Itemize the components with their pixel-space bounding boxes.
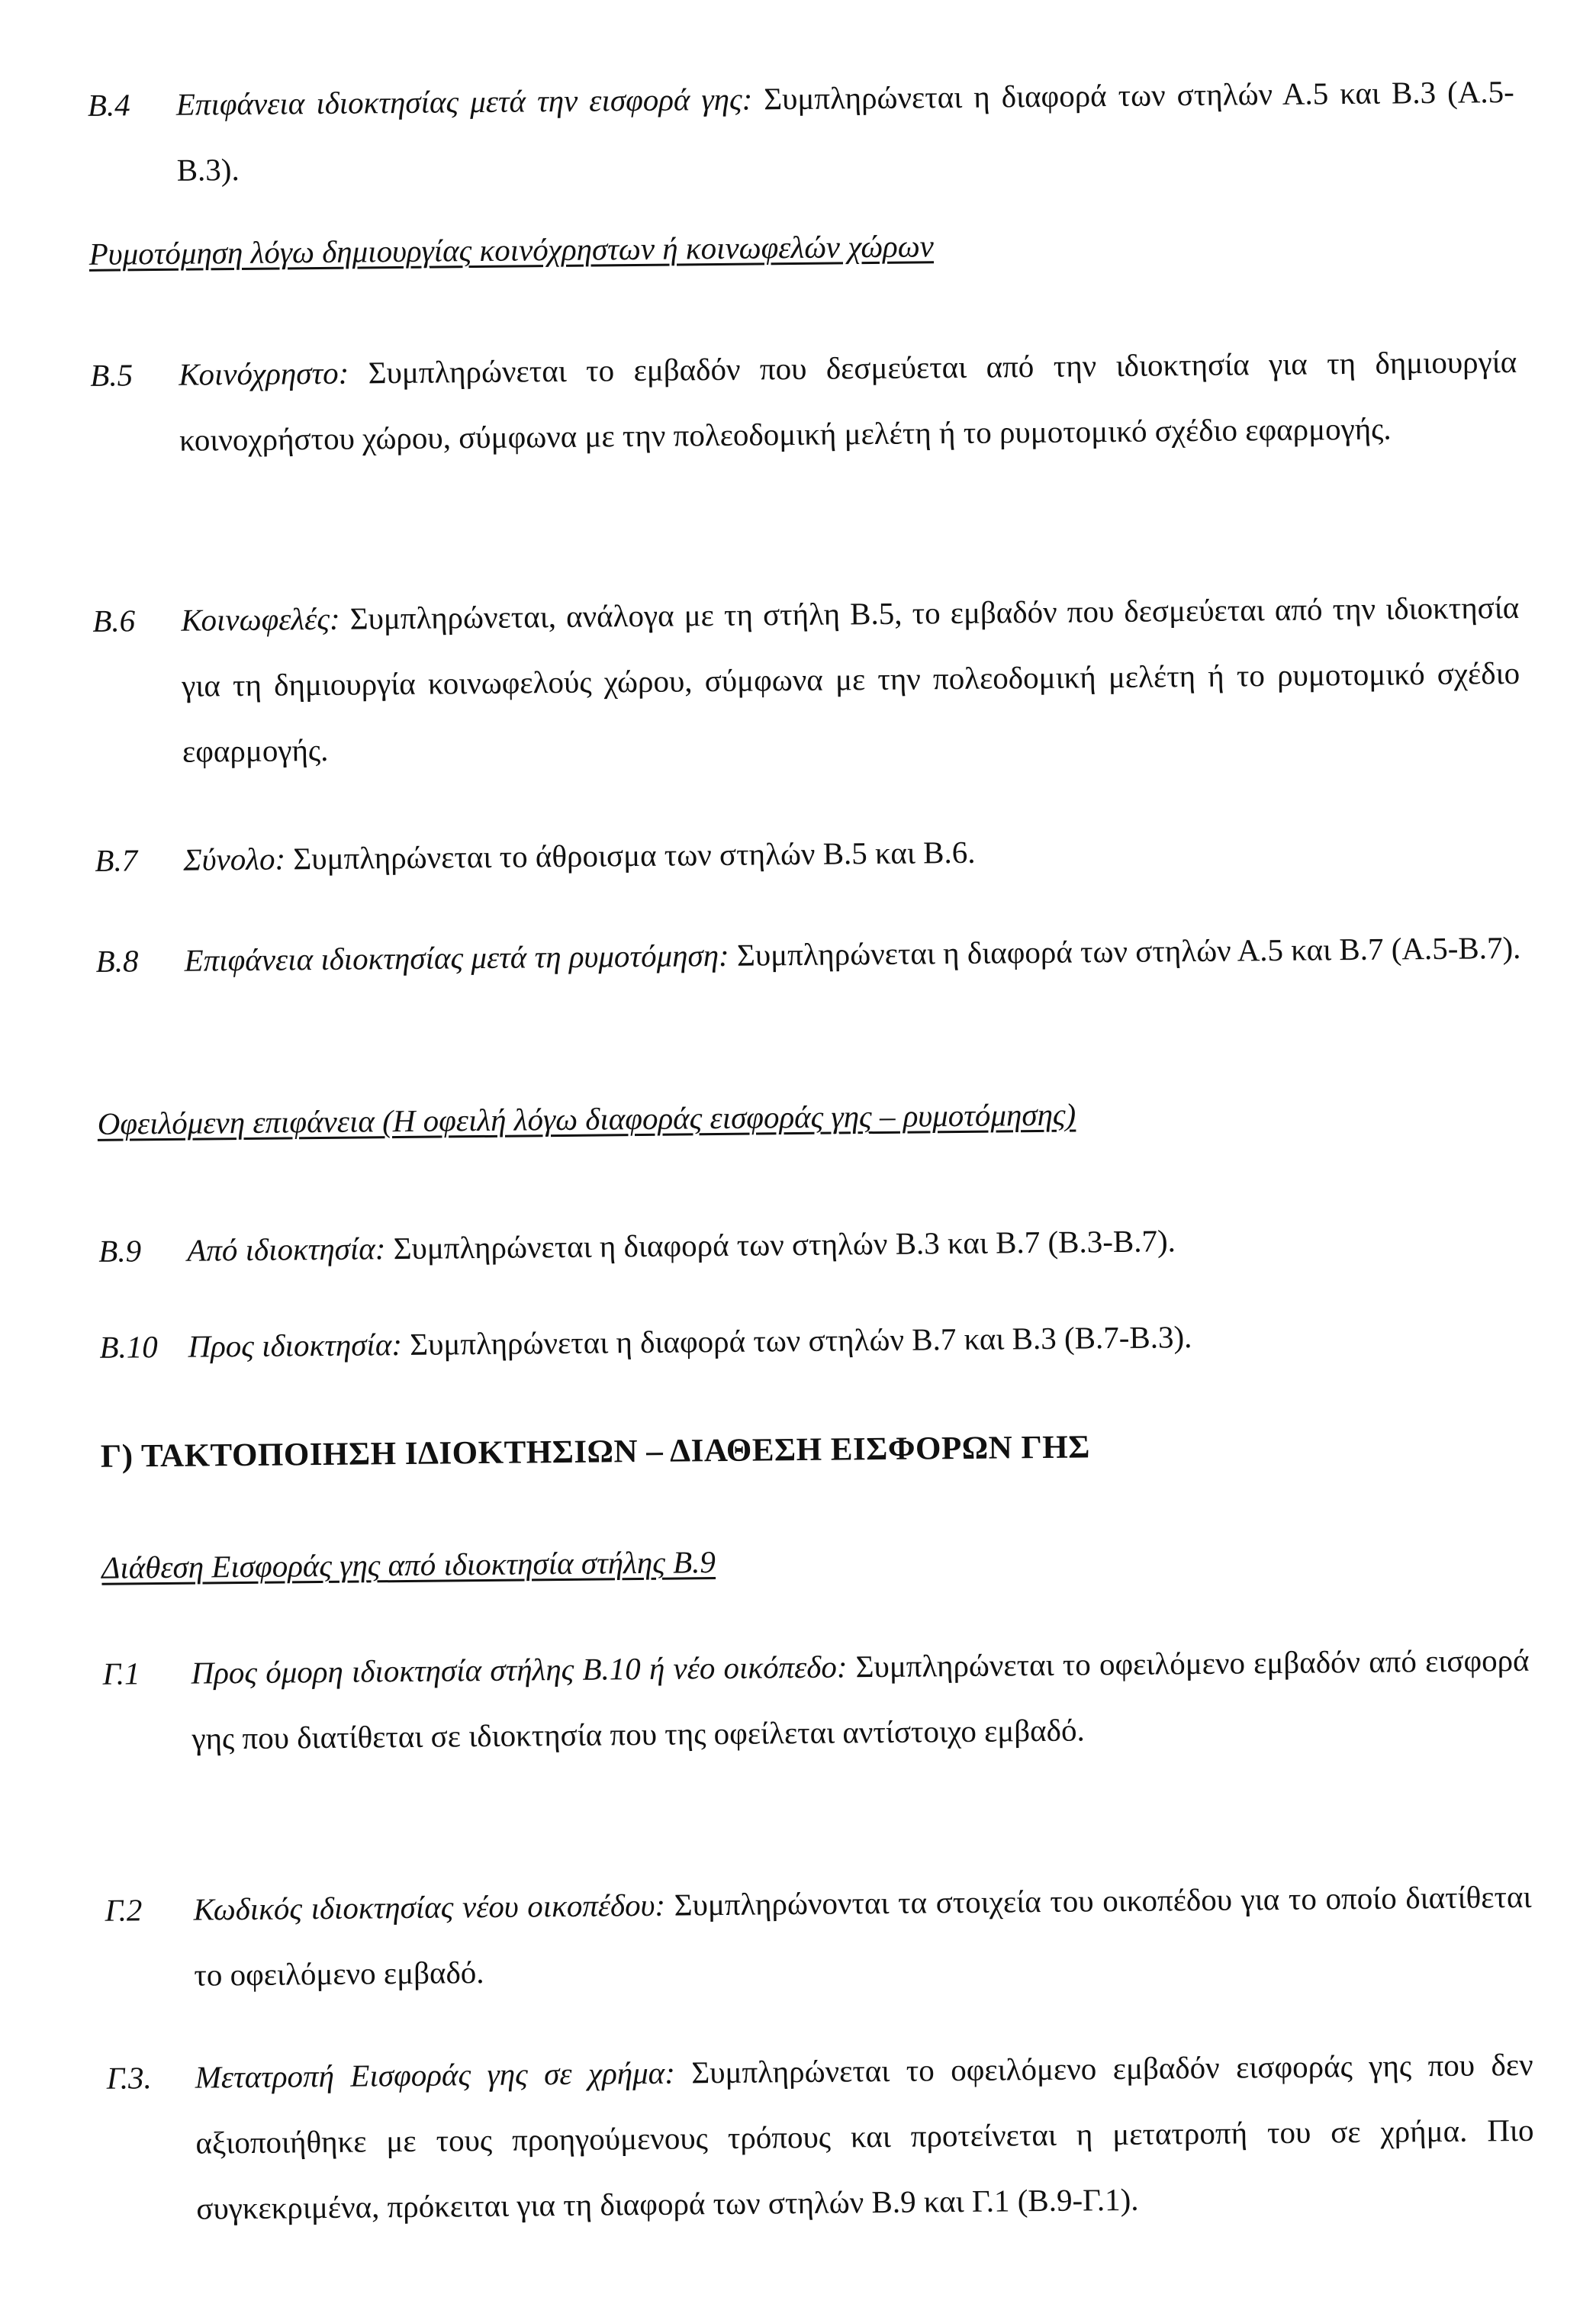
item-text: Συμπληρώνεται η διαφορά των στηλών Β.7 και Β.3 (Β.7-Β.3).: [401, 1319, 1192, 1362]
item-body: [188, 1301, 1527, 1379]
section-title-gamma: Γ) ΤΑΚΤΟΠΟΙΗΣΗ ΙΔΙΟΚΤΗΣΙΩΝ – ΔΙΑΘΕΣΗ ΕΙΣΦΟΡΩΝ ΓΗΣ: [100, 1429, 1091, 1475]
item-label: Γ.3.: [106, 2060, 153, 2096]
item-b9: [98, 1205, 1526, 1284]
item-label: B.5: [90, 357, 134, 393]
item-text: Συμπληρώνεται το άθροισμα των στηλών Β.5 και Β.6.: [285, 834, 976, 877]
item-term: Επιφάνεια ιδιοκτησίας μετά τη ρυμοτόμηση:: [184, 937, 729, 978]
subheading-diathesi: Διάθεση Εισφοράς γης από ιδιοκτησία στήλης Β.9: [101, 1544, 716, 1585]
item-label: B.8: [95, 943, 139, 979]
item-body: [184, 915, 1523, 993]
item-label: Γ.2: [105, 1892, 143, 1928]
item-term: Κοινωφελές:: [181, 600, 340, 638]
item-b10: [99, 1301, 1527, 1380]
subheading-ofeilomeni: Οφειλόμενη επιφάνεια (Η οφειλή λόγω διαφοράς εισφοράς γης – ρυμοτόμησης): [97, 1096, 1076, 1141]
item-body: [179, 329, 1518, 473]
item-text: Συμπληρώνεται η διαφορά των στηλών Β.3 και Β.7 (Β.3-Β.7).: [385, 1223, 1176, 1266]
item-term: Από ιδιοκτησία:: [187, 1231, 386, 1268]
item-label: B.10: [99, 1329, 159, 1365]
item-label: B.4: [87, 87, 130, 123]
subheading-ryumotomisi: Ρυμοτόμηση λόγω δημιουργίας κοινόχρηστων ή κοινωφελών χώρων: [88, 228, 935, 272]
item-b6: [92, 574, 1520, 785]
item-term: Προς όμορη ιδιοκτησία στήλης Β.10 ή νέο οικόπεδο:: [191, 1649, 848, 1691]
item-body: [181, 574, 1520, 784]
item-term: Κοινόχρηστο:: [179, 355, 349, 392]
item-body: [195, 2032, 1534, 2241]
item-text: Συμπληρώνεται το οφειλόμενο εμβαδόν από εισφορά γης που διατίθεται σε ιδιοκτησία που της οφείλεται αντίστοιχο εμβαδό.: [191, 1642, 1530, 1756]
item-body: [193, 1864, 1533, 2008]
item-g2: [105, 1864, 1533, 2009]
item-text: Συμπληρώνεται η διαφορά των στηλών Α.5 και Β.7 (Α.5-Β.7).: [729, 929, 1521, 973]
item-text: Συμπληρώνεται το οφειλόμενο εμβαδόν εισφοράς γης που δεν αξιοποιήθηκε με τους προηγούμενους τρόπους και προτείνεται η μετατροπή του σε χρήμα. Πιο συγκεκριμένα, πρόκειται για τη διαφορά των στηλών Β.9 και Γ.1 (Β.9-Γ.1).: [195, 2046, 1534, 2226]
item-term: Προς ιδιοκτησία:: [188, 1326, 403, 1364]
item-b8: [95, 915, 1523, 994]
item-body: [183, 814, 1522, 893]
item-text: Συμπληρώνεται το εμβαδόν που δεσμεύεται από την ιδιοκτησία για τη δημιουργία κοινοχρήστου χώρου, σύμφωνα με την πολεοδομική μελέτη ή το ρυμοτομικό σχέδιο εφαρμογής.: [179, 343, 1517, 458]
item-b7: [95, 814, 1522, 893]
item-term: Μετατροπή Εισφοράς γης σε χρήμα:: [195, 2055, 676, 2095]
item-label: B.9: [98, 1233, 142, 1269]
item-b4: [87, 59, 1515, 204]
item-term: Επιφάνεια ιδιοκτησίας μετά την εισφορά γης:: [175, 81, 753, 122]
item-term: Σύνολο:: [183, 841, 286, 877]
item-label: Γ.1: [102, 1656, 140, 1691]
item-b5: [90, 329, 1518, 474]
item-body: [175, 59, 1515, 203]
item-label: B.7: [95, 842, 138, 878]
item-text: Συμπληρώνεται, ανάλογα με τη στήλη Β.5, το εμβαδόν που δεσμεύεται από την ιδιοκτησία για τη δημιουργία κοινωφελούς χώρου, σύμφωνα με την πολεοδομική μελέτη ή το ρυμοτομικό σχέδιο εφαρμογής.: [181, 589, 1520, 769]
item-term: Κωδικός ιδιοκτησίας νέου οικοπέδου:: [193, 1887, 666, 1927]
item-g1: [102, 1627, 1530, 1772]
item-text: Συμπληρώνεται η διαφορά των στηλών Α.5 και Β.3 (Α.5-Β.3).: [176, 73, 1515, 188]
item-g3: [106, 2032, 1534, 2242]
item-label: B.6: [92, 603, 136, 639]
item-text: Συμπληρώνονται τα στοιχεία του οικοπέδου για το οποίο διατίθεται το οφειλόμενο εμβαδό.: [194, 1878, 1532, 1993]
item-body: [191, 1627, 1530, 1772]
item-body: [187, 1205, 1526, 1283]
